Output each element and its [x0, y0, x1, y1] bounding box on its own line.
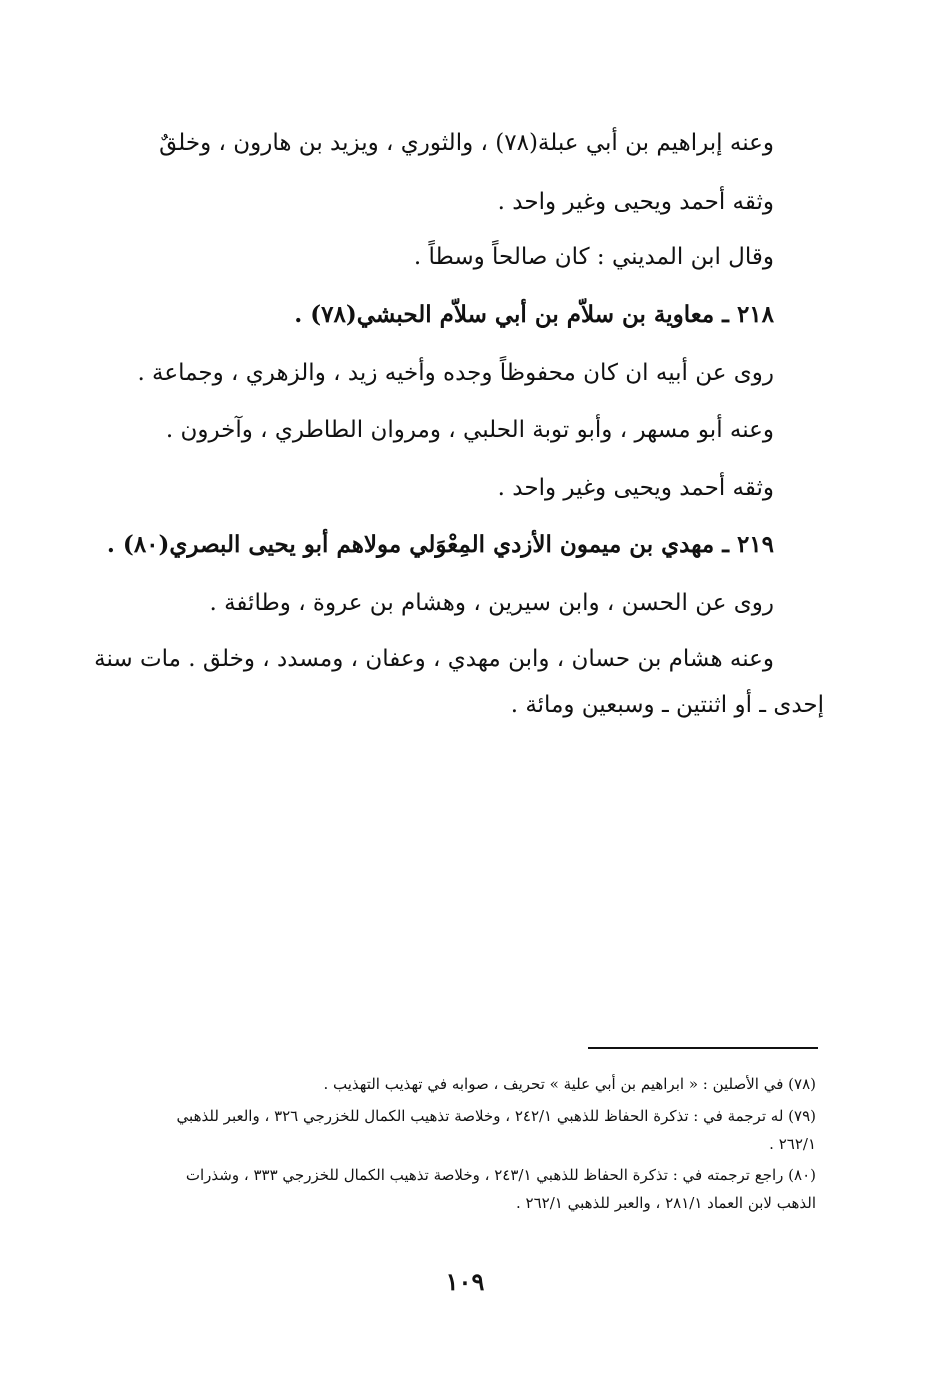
- body-line: إحدى ـ أو اثنتين ـ وسبعين ومائة .: [510, 692, 824, 718]
- body-line: روى عن أبيه ان كان محفوظاً وجده وأخيه زيد ، والزهري ، وجماعة .: [137, 360, 774, 386]
- footnote-separator: [588, 1047, 818, 1049]
- body-line: وعنه إبراهيم بن أبي عبلة(٧٨) ، والثوري ، ويزيد بن هارون ، وخلقٌ: [159, 130, 774, 156]
- body-line: روى عن الحسن ، وابن سيرين ، وهشام بن عروة ، وطائفة .: [209, 590, 774, 616]
- entry-heading-218: ٢١٨ ـ معاوية بن سلاّم بن أبي سلاّم الحبشي(٧٨) .: [294, 301, 774, 328]
- footnote-80: (٨٠) راجع ترجمته في : تذكرة الحفاظ للذهبي ٢٤٣/١ ، وخلاصة تذهيب الكمال للخزرجي ٣٣٣ ، وشذرات: [185, 1166, 816, 1184]
- body-line: وثقه أحمد ويحيى وغير واحد .: [497, 475, 774, 501]
- footnote-78: (٧٨) في الأصلين : « ابراهيم بن أبي علية » تحريف ، صوابه في تهذيب التهذيب .: [323, 1075, 816, 1093]
- body-line: وقال ابن المديني : كان صالحاً وسطاً .: [413, 244, 774, 270]
- footnote-79: (٧٩) له ترجمة في : تذكرة الحفاظ للذهبي ٢٤٢/١ ، وخلاصة تذهيب الكمال للخزرجي ٣٢٦ ، والعبر للذهبي: [176, 1107, 816, 1125]
- body-line: وثقه أحمد ويحيى وغير واحد .: [497, 189, 774, 215]
- footnote-79-continuation: ٢٦٢/١ .: [769, 1135, 816, 1153]
- footnote-80-continuation: الذهب لابن العماد ٢٨١/١ ، والعبر للذهبي ٢٦٢/١ .: [515, 1194, 816, 1212]
- entry-heading-219: ٢١٩ ـ مهدي بن ميمون الأزدي المِعْوَلي مولاهم أبو يحيى البصري(٨٠) .: [106, 531, 774, 558]
- page-number: ١٠٩: [445, 1267, 485, 1296]
- body-line: وعنه هشام بن حسان ، وابن مهدي ، وعفان ، ومسدد ، وخلق . مات سنة: [94, 646, 774, 672]
- body-line: وعنه أبو مسهر ، وأبو توبة الحلبي ، ومروان الطاطري ، وآخرون .: [165, 417, 774, 443]
